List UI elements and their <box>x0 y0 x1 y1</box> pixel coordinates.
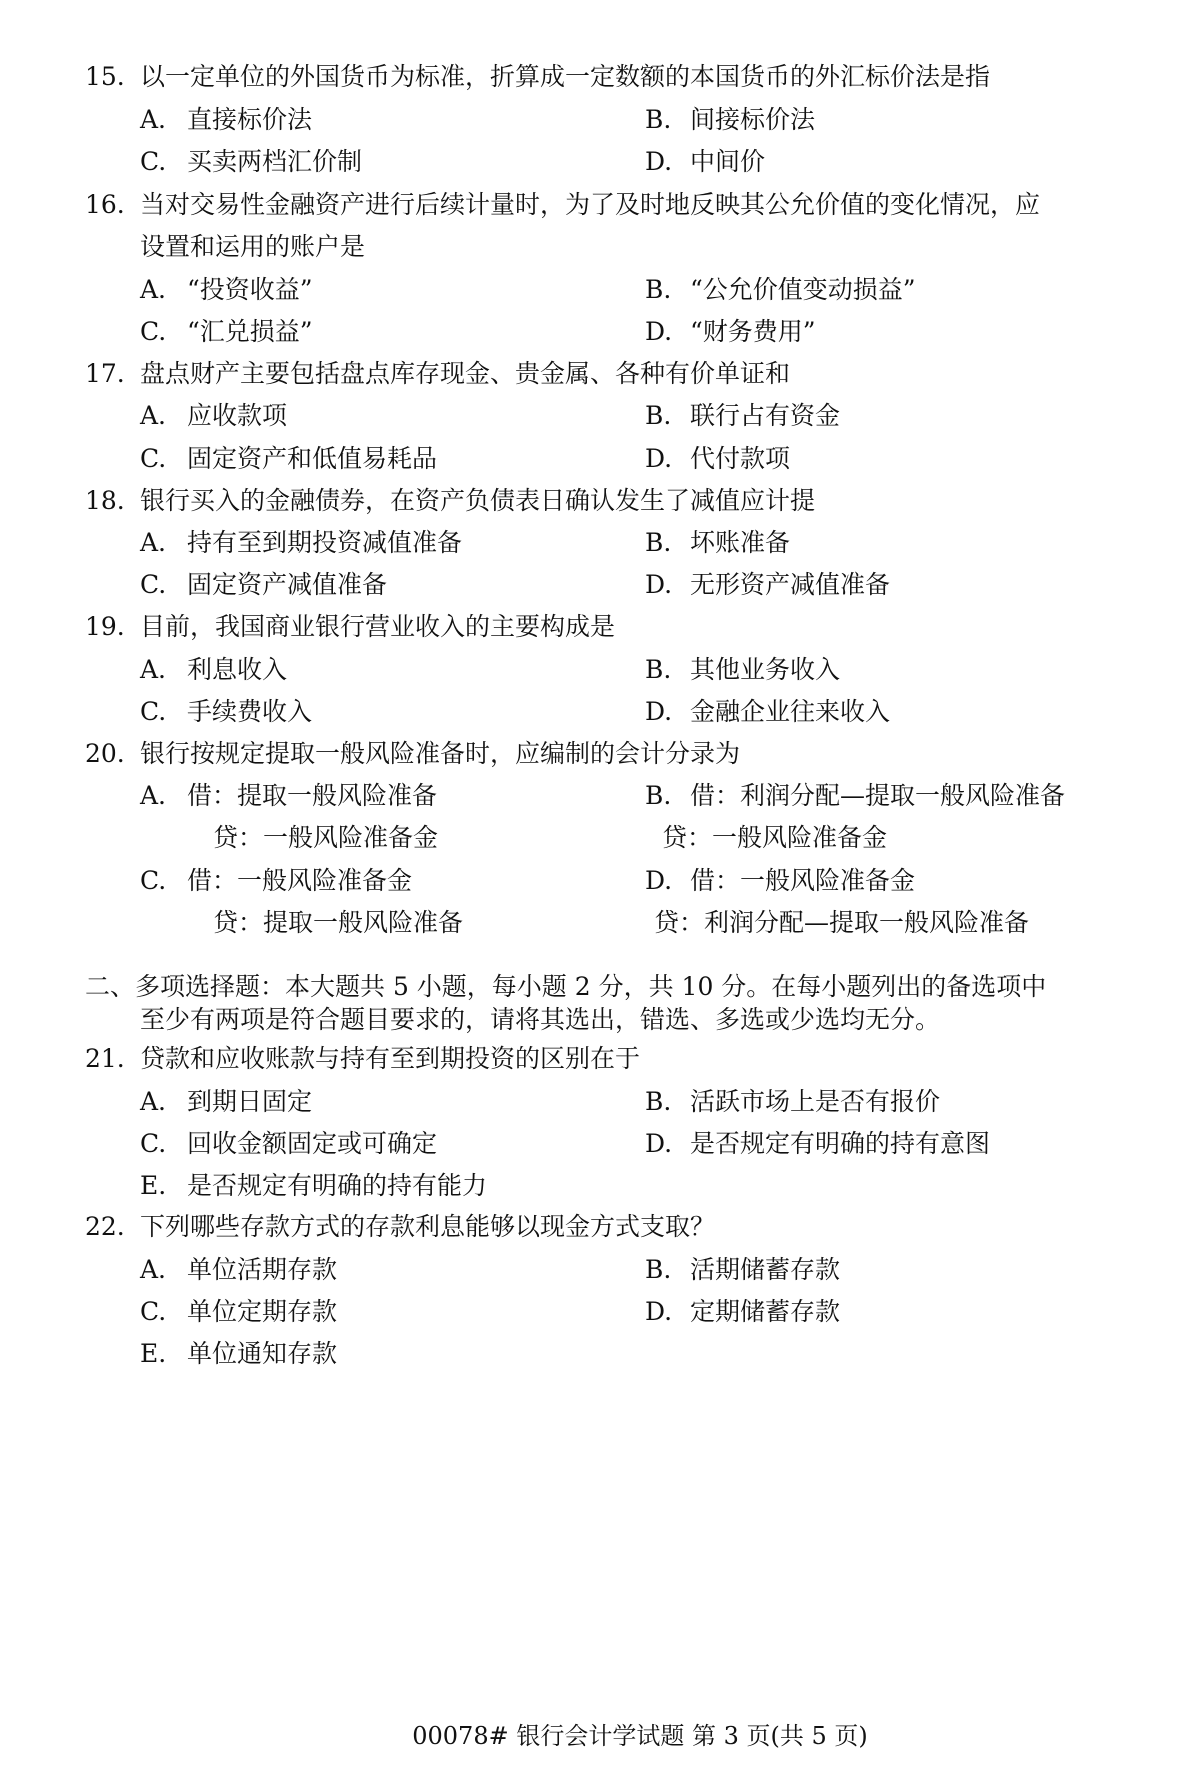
option-label: D. <box>645 866 673 895</box>
question-text-cont: 设置和运用的账户是 <box>140 232 366 261</box>
page-footer <box>0 1716 1190 1751</box>
option-label: D. <box>645 317 673 346</box>
option-text: 其他业务收入 <box>690 655 841 684</box>
option-label: D. <box>645 570 673 599</box>
footer-text: 00078# 银行会计学试题 第 3 页(共 5 页) <box>412 1722 868 1750</box>
option-text: 是否规定有明确的持有能力 <box>187 1171 488 1200</box>
option-text: 应收款项 <box>187 401 288 430</box>
option-text: “财务费用” <box>690 317 816 346</box>
option-text: 手续费收入 <box>187 697 313 726</box>
option-label: D. <box>645 1129 673 1158</box>
option-text: 回收金额固定或可确定 <box>187 1129 438 1158</box>
option-text: 联行占有资金 <box>690 401 841 430</box>
option-label: B. <box>645 528 672 557</box>
option-label: B. <box>645 781 672 810</box>
option-label: A. <box>140 655 167 684</box>
option-text: 无形资产减值准备 <box>690 570 891 599</box>
option-debit: 借：一般风险准备金 <box>187 866 413 895</box>
option-label: B. <box>645 1087 672 1116</box>
option-text: 单位通知存款 <box>187 1339 338 1368</box>
option-label: B. <box>645 1255 672 1284</box>
option-text: 间接标价法 <box>690 105 816 134</box>
section-instructions: 至少有两项是符合题目要求的，请将其选出，错选、多选或少选均无分。 <box>140 1005 941 1034</box>
option-label: C. <box>140 697 167 726</box>
question-text: 贷款和应收账款与持有至到期投资的区别在于 <box>140 1044 641 1073</box>
option-label: C. <box>140 317 167 346</box>
option-text: 单位定期存款 <box>187 1297 338 1326</box>
question-text: 下列哪些存款方式的存款利息能够以现金方式支取？ <box>140 1212 716 1241</box>
question-text: 当对交易性金融资产进行后续计量时，为了及时地反映其公允价值的变化情况，应 <box>140 190 1041 219</box>
option-label: A. <box>140 105 167 134</box>
option-text: 到期日固定 <box>187 1087 313 1116</box>
question-number: 20. <box>85 739 125 768</box>
option-text: 活跃市场上是否有报价 <box>690 1087 941 1116</box>
question-number: 21. <box>85 1044 125 1073</box>
option-text: “汇兑损益” <box>187 317 313 346</box>
option-label: D. <box>645 1297 673 1326</box>
option-label: B. <box>645 275 672 304</box>
option-text: 中间价 <box>690 147 766 176</box>
option-label: A. <box>140 401 167 430</box>
option-label: D. <box>645 697 673 726</box>
option-credit: 贷：利润分配—提取一般风险准备 <box>654 908 1030 937</box>
option-label: D. <box>645 147 673 176</box>
option-label: C. <box>140 570 167 599</box>
question-text: 银行按规定提取一般风险准备时，应编制的会计分录为 <box>140 739 741 768</box>
option-text: 是否规定有明确的持有意图 <box>690 1129 991 1158</box>
option-credit: 贷：提取一般风险准备 <box>213 908 464 937</box>
question-text: 以一定单位的外国货币为标准，折算成一定数额的本国货币的外汇标价法是指 <box>140 62 991 91</box>
option-text: 金融企业往来收入 <box>690 697 891 726</box>
question-number: 18. <box>85 486 125 515</box>
option-debit: 借：利润分配—提取一般风险准备 <box>690 781 1066 810</box>
question-number: 22. <box>85 1212 125 1241</box>
option-label: C. <box>140 1129 167 1158</box>
option-text: “公允价值变动损益” <box>690 275 916 304</box>
option-credit: 贷：一般风险准备金 <box>213 823 439 852</box>
option-text: 直接标价法 <box>187 105 313 134</box>
option-label: E. <box>140 1339 167 1368</box>
option-debit: 借：提取一般风险准备 <box>187 781 438 810</box>
option-text: 单位活期存款 <box>187 1255 338 1284</box>
question-text: 目前，我国商业银行营业收入的主要构成是 <box>140 612 616 641</box>
option-label: A. <box>140 1255 167 1284</box>
question-number: 15. <box>85 62 125 91</box>
option-label: E. <box>140 1171 167 1200</box>
option-text: 坏账准备 <box>690 528 791 557</box>
option-label: A. <box>140 781 167 810</box>
option-text: 利息收入 <box>187 655 288 684</box>
option-label: A. <box>140 1087 167 1116</box>
option-label: B. <box>645 401 672 430</box>
question-number: 19. <box>85 612 125 641</box>
option-credit: 贷：一般风险准备金 <box>662 823 888 852</box>
question-text: 银行买入的金融债券，在资产负债表日确认发生了减值应计提 <box>140 486 816 515</box>
question-text: 盘点财产主要包括盘点库存现金、贵金属、各种有价单证和 <box>140 359 791 388</box>
section-title: 二、多项选择题：本大题共 5 小题，每小题 2 分，共 10 分。在每小题列出的备选项中 <box>85 972 1047 1001</box>
option-text: 持有至到期投资减值准备 <box>187 528 463 557</box>
option-label: C. <box>140 1297 167 1326</box>
option-label: D. <box>645 444 673 473</box>
question-number: 17. <box>85 359 125 388</box>
option-text: 活期储蓄存款 <box>690 1255 841 1284</box>
option-label: C. <box>140 866 167 895</box>
option-text: “投资收益” <box>187 275 313 304</box>
option-label: B. <box>645 105 672 134</box>
option-label: A. <box>140 528 167 557</box>
option-label: C. <box>140 444 167 473</box>
option-label: B. <box>645 655 672 684</box>
option-debit: 借：一般风险准备金 <box>690 866 916 895</box>
option-text: 定期储蓄存款 <box>690 1297 841 1326</box>
option-label: A. <box>140 275 167 304</box>
option-text: 固定资产减值准备 <box>187 570 388 599</box>
option-text: 买卖两档汇价制 <box>187 147 363 176</box>
option-text: 代付款项 <box>690 444 791 473</box>
option-text: 固定资产和低值易耗品 <box>187 444 438 473</box>
question-number: 16. <box>85 190 125 219</box>
option-label: C. <box>140 147 167 176</box>
